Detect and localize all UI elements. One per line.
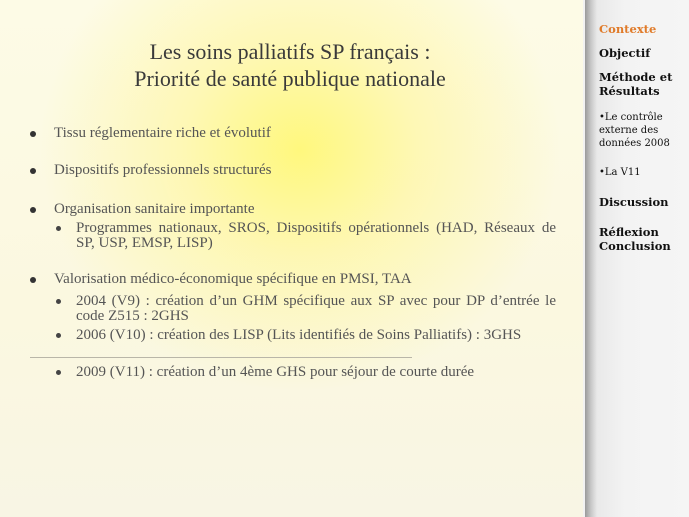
sub-bullet-text: 2009 (V11) : création d’un 4ème GHS pour séjour de courte durée [76,364,475,380]
sub-bullet-text: Programmes nationaux, SROS, Dispositifs opérationnels (HAD, Réseaux de SP, USP, EMSP, LISP) [76,220,556,251]
title-line-1: Les soins palliatifs SP français : [149,39,431,64]
sub-bullet-dot-icon [56,299,61,304]
bullet-text: Organisation sanitaire importante [54,201,255,217]
sub-bullet-dot-icon [56,370,61,375]
nav-objectif[interactable]: Objectif [599,46,651,60]
sub-bullet-text: 2004 (V9) : création d’un GHM spécifique aux SP avec pour DP d’entrée le code Z515 : 2GHS [76,293,556,324]
divider-line [30,357,412,358]
nav-contexte[interactable]: Contexte [599,22,657,36]
nav-controle-externe[interactable]: •Le contrôle externe des données 2008 [599,112,670,149]
bullet-text: Valorisation médico-économique spécifique en PMSI, TAA [54,271,412,287]
nav-discussion[interactable]: Discussion [599,195,669,209]
bullet-text: Tissu réglementaire riche et évolutif [54,125,271,141]
sidebar-nav [585,0,689,517]
nav-methode-resultats[interactable]: Méthode et Résultats [599,70,673,98]
bullet-dot-icon [30,207,36,213]
nav-la-v11[interactable]: •La V11 [599,167,641,178]
title-line-2: Priorité de santé publique nationale [134,66,446,91]
slide-title [60,38,520,92]
bullet-text: Dispositifs professionnels structurés [54,162,272,178]
bullet-dot-icon [30,168,36,174]
nav-reflexion-conclusion[interactable]: Réflexion Conclusion [599,225,671,253]
bullet-dot-icon [30,131,36,137]
sub-bullet-text: 2006 (V10) : création des LISP (Lits identifiés de Soins Palliatifs) : 3GHS [76,327,522,343]
sub-bullet-dot-icon [56,333,61,338]
sub-bullet-dot-icon [56,226,61,231]
bullet-dot-icon [30,277,36,283]
